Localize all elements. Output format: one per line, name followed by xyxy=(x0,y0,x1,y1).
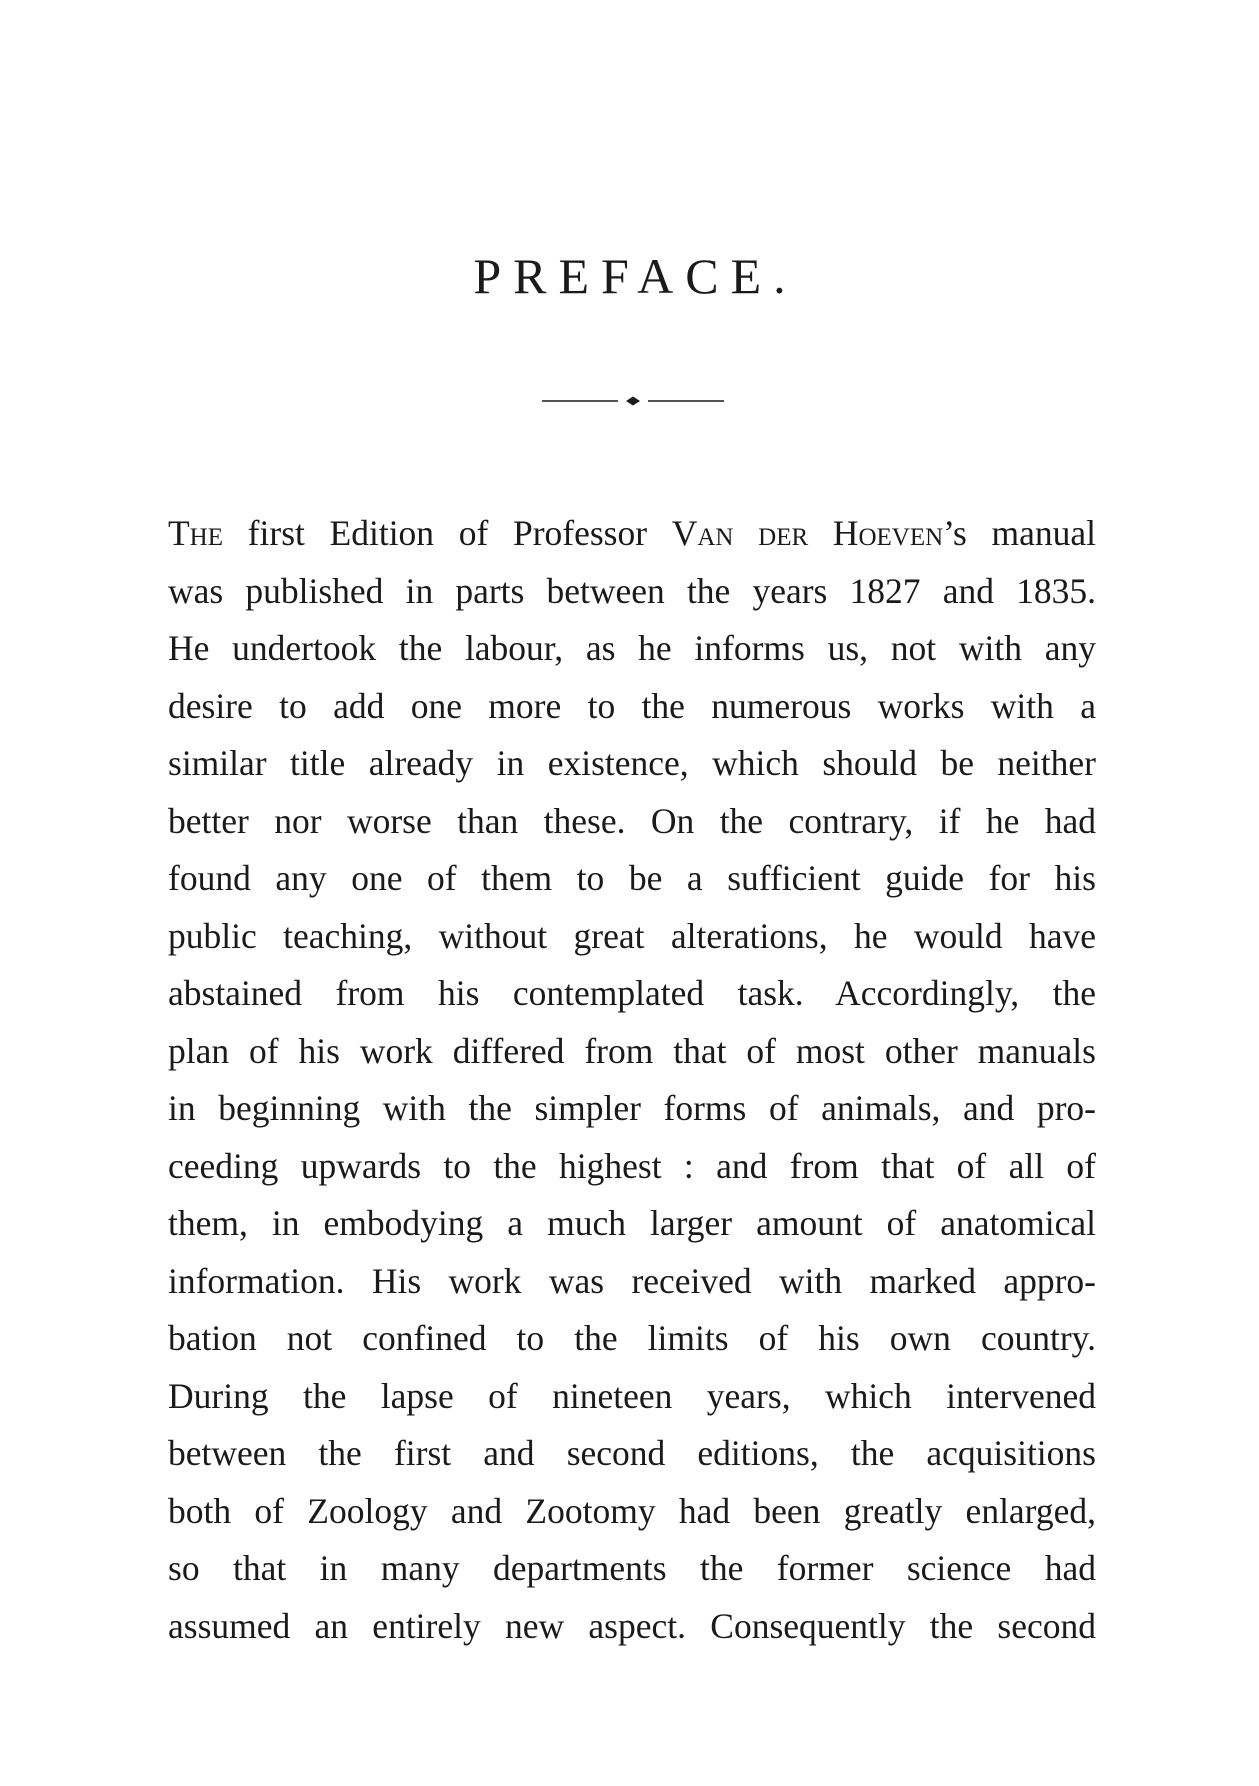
line-1-text-b: ’s manual xyxy=(943,513,1096,553)
text-line: between the first and second editions, the acquisitions xyxy=(168,1433,1096,1473)
page-title: PREFACE. xyxy=(473,248,798,304)
text-line: was published in parts between the years 1827 and 1835. xyxy=(168,570,1096,611)
text-line: them, in embodying a much larger amount of anatomical xyxy=(168,1203,1096,1243)
text-line: assumed an entirely new aspect. Consequently the second xyxy=(168,1605,1096,1646)
text-line: plan of his work differed from that of most other manuals xyxy=(168,1030,1096,1071)
text-line: found any one of them to be a sufficient guide for his xyxy=(168,858,1096,898)
text-line: information. His work was received with marked appro- xyxy=(168,1260,1096,1301)
preface-body xyxy=(168,505,1096,1655)
line-1-text-a: first Edition of Professor xyxy=(223,513,672,553)
text-line-1 xyxy=(168,505,1096,563)
text-line: abstained from his contemplated task. Accordingly, the xyxy=(168,973,1096,1013)
text-line: better nor worse than these. On the contrary, if he had xyxy=(168,800,1096,841)
opening-word: The xyxy=(168,513,224,553)
text-line: similar title already in existence, which should be neither xyxy=(168,743,1096,783)
text-line: During the lapse of nineteen years, which intervened xyxy=(168,1375,1096,1416)
text-line: desire to add one more to the numerous works with a xyxy=(168,685,1096,726)
text-line: ceeding upwards to the highest : and from that of all of xyxy=(168,1145,1096,1186)
text-line: public teaching, without great alterations, he would have xyxy=(168,915,1096,956)
author-name: Van der Hoeven xyxy=(671,513,944,553)
text-line: bation not confined to the limits of his own country. xyxy=(168,1318,1096,1358)
text-line: in beginning with the simpler forms of animals, and pro- xyxy=(168,1088,1096,1128)
title-ornament xyxy=(542,395,724,407)
text-line: so that in many departments the former science had xyxy=(168,1548,1096,1588)
text-line: both of Zoology and Zootomy had been greatly enlarged, xyxy=(168,1490,1096,1531)
text-line: He undertook the labour, as he informs us, not with any xyxy=(168,628,1096,668)
